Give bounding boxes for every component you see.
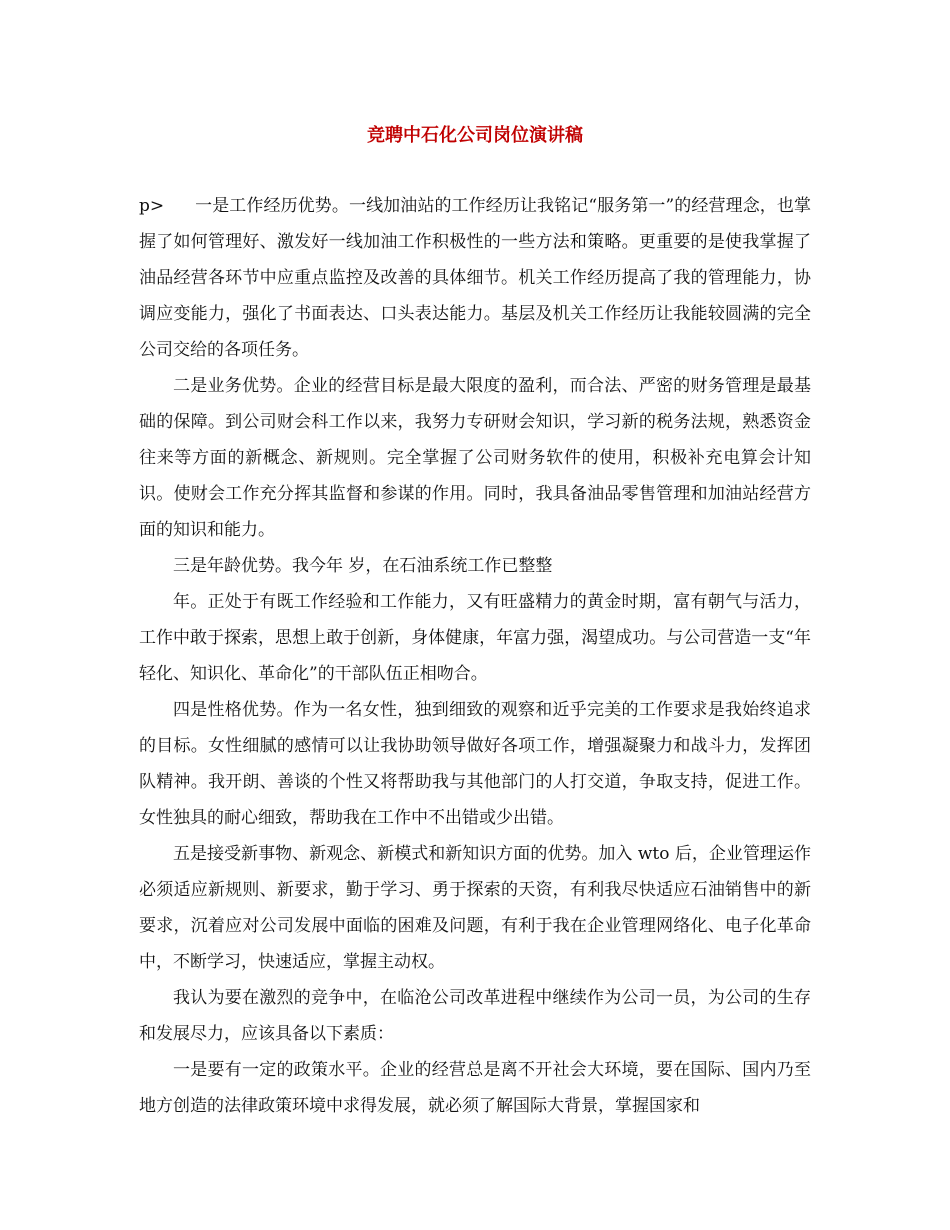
- paragraph-business: 二是业务优势。企业的经营目标是最大限度的盈利，而合法、严密的财务管理是最基础的保障。到公司财会科工作以来，我努力专研财会知识，学习新的税务法规，熟悉资金往来等方面的新概念、新规则。完全掌握了公司财务软件的使用，积极补充电算会计知识。使财会工作充分挥其监督和参谋的作用。同时，我具备油品零售管理和加油站经营方面的知识和能力。: [139, 376, 811, 540]
- lead-marker: p>: [139, 196, 165, 216]
- paragraph-qualities-intro: 我认为要在激烈的竞争中，在临沧公司改革进程中继续作为公司一员，为公司的生存和发展尽力，应该具备以下素质：: [139, 988, 811, 1044]
- paragraph-policy-level: 一是要有一定的政策水平。企业的经营总是离不开社会大环境，要在国际、国内乃至地方创造的法律政策环境中求得发展，就必须了解国际大背景，掌握国家和: [139, 1060, 811, 1116]
- paragraph-age-continued: 年。正处于有既工作经验和工作能力，又有旺盛精力的黄金时期，富有朝气与活力，工作中敢于探索，思想上敢于创新，身体健康，年富力强，渴望成功。与公司营造一支“年轻化、知识化、革命化”的干部队伍正相吻合。: [139, 592, 811, 684]
- document-body: [139, 188, 811, 1124]
- paragraph-new-knowledge: 五是接受新事物、新观念、新模式和新知识方面的优势。加入 wto 后，企业管理运作必须适应新规则、新要求，勤于学习、勇于探索的天资，有利我尽快适应石油销售中的新要求，沉着应对公司发展中面临的困难及问题，有利于我在企业管理网络化、电子化革命中，不断学习，快速适应，掌握主动权。: [139, 844, 811, 972]
- paragraph-age: 三是年龄优势。我今年 岁，在石油系统工作已整整: [173, 556, 553, 576]
- paragraph-personality: 四是性格优势。作为一名女性，独到细致的观察和近乎完美的工作要求是我始终追求的目标。女性细腻的感情可以让我协助领导做好各项工作，增强凝聚力和战斗力，发挥团队精神。我开朗、善谈的个性又将帮助我与其他部门的人打交道，争取支持，促进工作。女性独具的耐心细致，帮助我在工作中不出错或少出错。: [139, 700, 811, 828]
- paragraph-text: 一是工作经历优势。一线加油站的工作经历让我铭记“服务第一”的经营理念，也掌握了如何管理好、激发好一线加油工作积极性的一些方法和策略。更重要的是使我掌握了油品经营各环节中应重点监控及改善的具体细节。机关工作经历提高了我的管理能力，协调应变能力，强化了书面表达、口头表达能力。基层及机关工作经历让我能较圆满的完全公司交给的各项任务。: [139, 196, 811, 360]
- paragraph-work-experience: [139, 188, 811, 368]
- document-title: 竞聘中石化公司岗位演讲稿: [367, 125, 583, 146]
